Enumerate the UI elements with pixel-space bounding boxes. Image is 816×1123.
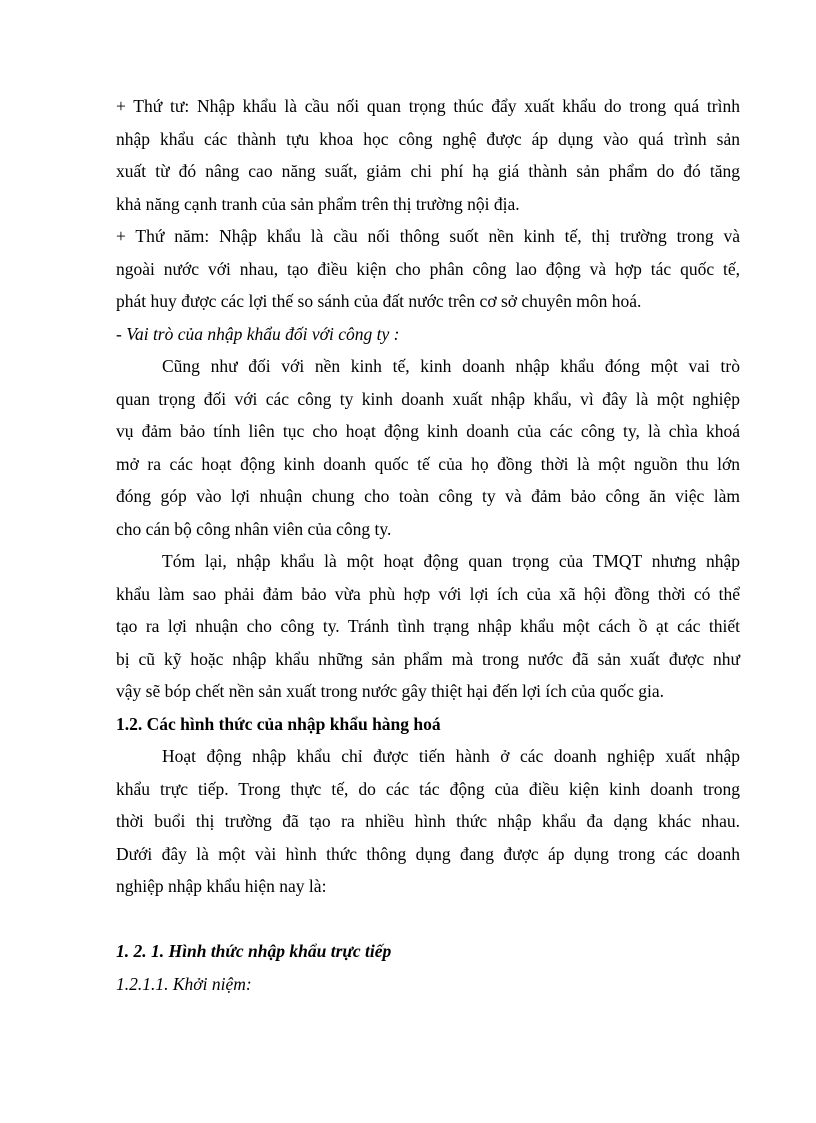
- text-line: thời buổi thị trường đã tạo ra nhiều hình thức nhập khẩu đa dạng khác nhau.: [116, 811, 740, 831]
- text-line: ngoài nước với nhau, tạo điều kiện cho phân công lao động và hợp tác quốc tế,: [116, 258, 740, 279]
- text-line: mở ra các hoạt động kinh doanh quốc tế của họ đồng thời là một nguồn thu lớn: [116, 453, 740, 474]
- section-1-2-1-1-heading: 1.2.1.1. Khởi niệm:: [116, 973, 252, 994]
- role-for-company-heading: - Vai trò của nhập khẩu đối với công ty :: [116, 323, 400, 344]
- text-line: Hoạt động nhập khẩu chỉ được tiến hành ở các doanh nghiệp xuất nhập: [162, 746, 740, 766]
- text-line: nghiệp nhập khẩu hiện nay là:: [116, 876, 327, 896]
- section-1-2-1-heading: 1. 2. 1. Hình thức nhập khẩu trực tiếp: [116, 941, 392, 961]
- text-line: khẩu làm sao phải đảm bảo vừa phù hợp với lợi ích của xã hội đồng thời có thể: [116, 583, 740, 604]
- text-line: vụ đảm bảo tính liên tục cho hoạt động kinh doanh của các công ty, là chìa khoá: [116, 421, 740, 441]
- document-page: [116, 90, 740, 1000]
- paragraph-company-role: [116, 350, 740, 545]
- text-line: + Thứ tư: Nhập khẩu là cầu nối quan trọng thúc đẩy xuất khẩu do trong quá trình: [116, 96, 740, 116]
- section-1-2-heading: 1.2. Các hình thức của nhập khẩu hàng hoá: [116, 713, 441, 734]
- text-line: cho cán bộ công nhân viên của công ty.: [116, 518, 392, 539]
- text-line: tạo ra lợi nhuận cho công ty. Tránh tình trạng nhập khẩu một cách ồ ạt các thiết: [116, 616, 740, 636]
- paragraph-fifth-role: [116, 220, 740, 318]
- text-line: vậy sẽ bóp chết nền sản xuất trong nước gây thiệt hại đến lợi ích của quốc gia.: [116, 681, 664, 701]
- paragraph-summary: [116, 545, 740, 708]
- text-line: Tóm lại, nhập khẩu là một hoạt động quan trọng của TMQT nhưng nhập: [162, 551, 740, 571]
- text-line: quan trọng đối với các công ty kinh doanh xuất nhập khẩu, vì đây là một nghiệp: [116, 388, 740, 409]
- text-line: nhập khẩu các thành tựu khoa học công nghệ được áp dụng vào quá trình sản: [116, 128, 740, 149]
- text-line: + Thứ năm: Nhập khẩu là cầu nối thông suốt nền kinh tế, thị trường trong và: [116, 226, 740, 246]
- text-line: khả năng cạnh tranh của sản phẩm trên thị trường nội địa.: [116, 193, 520, 214]
- text-line: bị cũ kỹ hoặc nhập khẩu những sản phẩm mà trong nước đã sản xuất được như: [116, 648, 740, 669]
- text-line: phát huy được các lợi thế so sánh của đất nước trên cơ sở chuyên môn hoá.: [116, 291, 642, 311]
- blank-line: [116, 903, 740, 936]
- paragraph-fourth-role: [116, 90, 740, 220]
- text-line: Cũng như đối với nền kinh tế, kinh doanh nhập khẩu đóng một vai trò: [162, 356, 740, 376]
- paragraph-import-forms: [116, 740, 740, 903]
- text-line: xuất từ đó nâng cao năng suất, giảm chi phí hạ giá thành sản phẩm do đó tăng: [116, 161, 740, 181]
- text-line: đóng góp vào lợi nhuận chung cho toàn công ty và đảm bảo công ăn việc làm: [116, 486, 740, 506]
- text-line: Dưới đây là một vài hình thức thông dụng đang được áp dụng trong các doanh: [116, 843, 740, 864]
- text-line: khẩu trực tiếp. Trong thực tế, do các tác động của điều kiện kinh doanh trong: [116, 778, 740, 799]
